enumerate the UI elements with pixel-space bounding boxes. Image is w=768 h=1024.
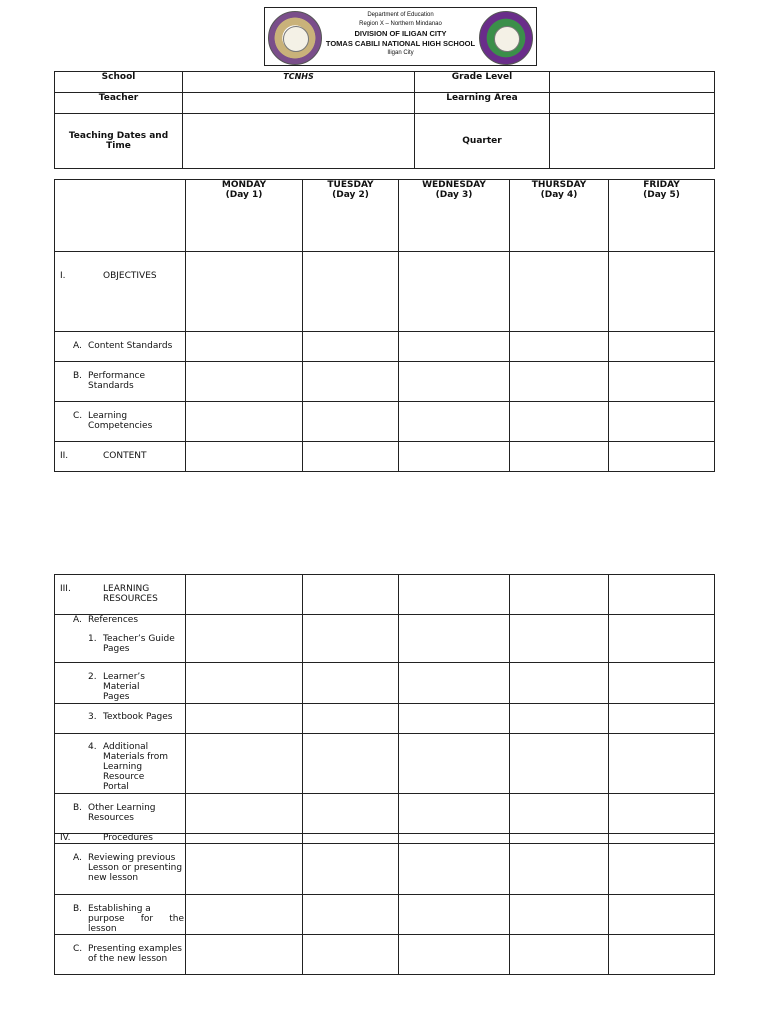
- teaching-dates-label: Teaching Dates and Time: [55, 114, 183, 169]
- cell[interactable]: [186, 615, 303, 663]
- row-label: Learner’s Material: [103, 672, 145, 692]
- row-letter: C.: [73, 411, 83, 421]
- learning-area-value[interactable]: [550, 93, 715, 114]
- grade-level-value[interactable]: [550, 72, 715, 93]
- teacher-label: Teacher: [55, 93, 183, 114]
- row-learning-resources: [55, 575, 186, 615]
- cell[interactable]: [510, 575, 609, 615]
- row-number: 1.: [88, 634, 97, 644]
- row-content: [55, 442, 186, 472]
- cell[interactable]: [510, 615, 609, 663]
- cell[interactable]: [399, 615, 510, 663]
- row-number: 3.: [88, 712, 97, 722]
- row-letter: C.: [73, 944, 83, 954]
- row-letter: A.: [73, 615, 82, 625]
- roman-numeral: III.: [60, 584, 71, 594]
- cell[interactable]: [399, 834, 510, 844]
- cell[interactable]: [510, 794, 609, 834]
- cell[interactable]: [609, 734, 715, 794]
- cell[interactable]: [303, 663, 399, 704]
- cell[interactable]: [303, 332, 399, 362]
- grade-level-label: Grade Level: [415, 72, 550, 93]
- lesson-log-table-bottom: [54, 574, 715, 975]
- letterhead-city: Iligan City: [387, 50, 414, 56]
- cell[interactable]: [186, 332, 303, 362]
- corner-cell: [55, 180, 186, 252]
- row-letter: B.: [73, 803, 83, 813]
- day-name: TUESDAY: [327, 180, 374, 190]
- row-label: CONTENT: [103, 451, 147, 461]
- row-textbook-pages: [55, 704, 186, 734]
- cell[interactable]: [510, 442, 609, 472]
- cell[interactable]: [399, 362, 510, 402]
- row-label: Other Learning: [88, 803, 156, 813]
- cell[interactable]: [186, 834, 303, 844]
- cell[interactable]: [186, 252, 303, 332]
- cell[interactable]: [186, 663, 303, 704]
- letterhead-line1: Department of Education: [367, 12, 434, 18]
- letterhead-school: TOMAS CABILI NATIONAL HIGH SCHOOL: [325, 39, 476, 48]
- row-label: Pages: [103, 644, 130, 654]
- cell[interactable]: [186, 575, 303, 615]
- cell[interactable]: [186, 704, 303, 734]
- cell[interactable]: [609, 332, 715, 362]
- cell[interactable]: [186, 794, 303, 834]
- row-establishing-purpose: [55, 895, 186, 935]
- cell[interactable]: [609, 575, 715, 615]
- day-header-friday: [609, 180, 715, 252]
- school-label: School: [55, 72, 183, 93]
- roman-numeral: II.: [60, 451, 69, 461]
- cell[interactable]: [399, 252, 510, 332]
- cell[interactable]: [609, 895, 715, 935]
- row-label: new lesson: [88, 873, 139, 883]
- cell[interactable]: [399, 734, 510, 794]
- cell[interactable]: [186, 442, 303, 472]
- row-letter: A.: [73, 341, 82, 351]
- quarter-value[interactable]: [550, 114, 715, 169]
- row-additional-materials: [55, 734, 186, 794]
- row-label: RESOURCES: [103, 594, 158, 604]
- cell[interactable]: [609, 402, 715, 442]
- cell[interactable]: [399, 332, 510, 362]
- cell[interactable]: [510, 252, 609, 332]
- row-label: purpose for the lesson: [88, 914, 184, 934]
- cell[interactable]: [609, 935, 715, 975]
- row-label: Materials from: [103, 752, 169, 762]
- roman-numeral: I.: [60, 271, 66, 281]
- day-header-monday: [186, 180, 303, 252]
- row-label: Competencies: [88, 421, 153, 431]
- cell[interactable]: [303, 844, 399, 895]
- cell[interactable]: [303, 895, 399, 935]
- row-label: Content Standards: [88, 341, 173, 351]
- cell[interactable]: [303, 252, 399, 332]
- row-number: 2.: [88, 672, 97, 682]
- cell[interactable]: [609, 794, 715, 834]
- cell[interactable]: [399, 794, 510, 834]
- cell[interactable]: [186, 895, 303, 935]
- row-label: Learning: [88, 411, 128, 421]
- teaching-dates-value[interactable]: [183, 114, 415, 169]
- letterhead-line2: Region X – Northern Mindanao: [359, 21, 442, 27]
- row-presenting-examples: [55, 935, 186, 975]
- row-label: Pages: [103, 692, 130, 702]
- roman-numeral: IV.: [60, 833, 71, 843]
- day-header-tuesday: [303, 180, 399, 252]
- learning-area-label: Learning Area: [415, 93, 550, 114]
- row-procedures: [55, 834, 186, 844]
- row-label: Presenting examples: [88, 944, 182, 954]
- day-header-thursday: [510, 180, 609, 252]
- day-number: (Day 5): [643, 190, 680, 200]
- division-seal-logo: [479, 11, 533, 65]
- cell[interactable]: [609, 704, 715, 734]
- cell[interactable]: [186, 844, 303, 895]
- cell[interactable]: [399, 663, 510, 704]
- row-label: Teacher’s Guide: [103, 634, 175, 644]
- row-objectives: [55, 252, 186, 332]
- day-number: (Day 2): [332, 190, 369, 200]
- row-label: Portal: [103, 782, 129, 792]
- cell[interactable]: [609, 663, 715, 704]
- cell[interactable]: [609, 834, 715, 844]
- cell[interactable]: [510, 844, 609, 895]
- cell[interactable]: [609, 844, 715, 895]
- day-name: MONDAY: [221, 180, 267, 190]
- letterhead-text: [321, 11, 480, 58]
- cell[interactable]: [609, 252, 715, 332]
- cell[interactable]: [399, 402, 510, 442]
- row-label: Lesson or presenting: [88, 863, 183, 873]
- quarter-label: Quarter: [415, 114, 550, 169]
- cell[interactable]: [510, 402, 609, 442]
- cell[interactable]: [399, 704, 510, 734]
- row-label: of the new lesson: [88, 954, 168, 964]
- cell[interactable]: [303, 734, 399, 794]
- row-label: LEARNING: [103, 584, 150, 594]
- school-value: TCNHS: [183, 72, 415, 93]
- cell[interactable]: [510, 895, 609, 935]
- row-label: Additional: [103, 742, 149, 752]
- school-seal-logo: [268, 11, 322, 65]
- day-number: (Day 4): [540, 190, 578, 200]
- letterhead-division: DIVISION OF ILIGAN CITY: [354, 29, 447, 38]
- row-label: Performance: [88, 371, 146, 381]
- cell[interactable]: [399, 844, 510, 895]
- cell[interactable]: [186, 362, 303, 402]
- row-label: Learning Resource: [103, 762, 145, 782]
- row-letter: B.: [73, 371, 83, 381]
- row-label: References: [88, 615, 139, 625]
- row-letter: A.: [73, 853, 82, 863]
- row-learners-material: [55, 663, 186, 704]
- row-reviewing-lesson: [55, 844, 186, 895]
- row-other-learning-resources: [55, 794, 186, 834]
- row-label: Establishing a: [88, 904, 151, 914]
- cell[interactable]: [186, 734, 303, 794]
- row-performance-standards: [55, 362, 186, 402]
- cell[interactable]: [303, 704, 399, 734]
- row-label: Procedures: [103, 833, 153, 843]
- row-label: Resources: [88, 813, 134, 823]
- lesson-log-table-top: [54, 179, 715, 472]
- row-content-standards: [55, 332, 186, 362]
- cell[interactable]: [303, 935, 399, 975]
- cell[interactable]: [303, 615, 399, 663]
- row-letter: B.: [73, 904, 83, 914]
- info-table: [54, 71, 715, 169]
- day-name: THURSDAY: [531, 180, 587, 190]
- cell[interactable]: [186, 935, 303, 975]
- cell[interactable]: [510, 935, 609, 975]
- day-number: (Day 1): [225, 190, 263, 200]
- row-label: Reviewing previous: [88, 853, 176, 863]
- cell[interactable]: [303, 834, 399, 844]
- row-references: [55, 615, 186, 663]
- cell[interactable]: [510, 663, 609, 704]
- cell[interactable]: [399, 935, 510, 975]
- cell[interactable]: [303, 362, 399, 402]
- cell[interactable]: [510, 834, 609, 844]
- letterhead: [264, 7, 537, 66]
- row-label: Textbook Pages: [103, 712, 173, 722]
- row-number: 4.: [88, 742, 97, 752]
- cell[interactable]: [510, 734, 609, 794]
- day-number: (Day 3): [435, 190, 473, 200]
- cell[interactable]: [303, 442, 399, 472]
- cell[interactable]: [399, 895, 510, 935]
- cell[interactable]: [609, 362, 715, 402]
- cell[interactable]: [303, 575, 399, 615]
- cell[interactable]: [303, 794, 399, 834]
- cell[interactable]: [510, 362, 609, 402]
- cell[interactable]: [609, 615, 715, 663]
- cell[interactable]: [609, 442, 715, 472]
- cell[interactable]: [399, 442, 510, 472]
- row-learning-competencies: [55, 402, 186, 442]
- cell[interactable]: [510, 704, 609, 734]
- day-name: FRIDAY: [643, 180, 680, 190]
- teacher-value[interactable]: [183, 93, 415, 114]
- cell[interactable]: [399, 575, 510, 615]
- row-label: Standards: [88, 381, 134, 391]
- cell[interactable]: [186, 402, 303, 442]
- row-label: OBJECTIVES: [103, 271, 157, 281]
- cell[interactable]: [510, 332, 609, 362]
- day-header-wednesday: [399, 180, 510, 252]
- cell[interactable]: [303, 402, 399, 442]
- day-name: WEDNESDAY: [422, 180, 486, 190]
